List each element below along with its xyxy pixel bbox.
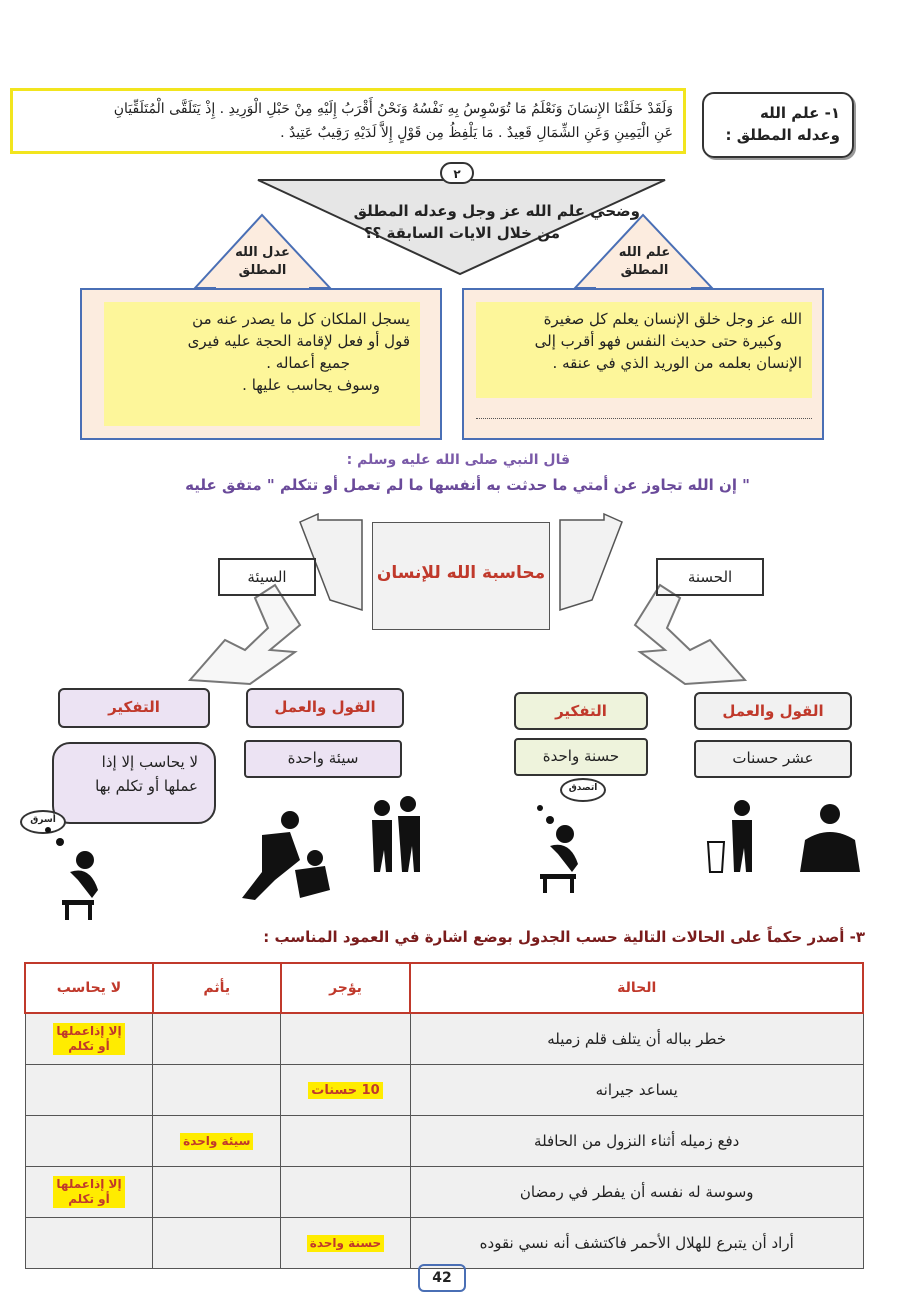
not-accountable-cell [25,1013,153,1065]
question2-line2: من خلال الايات السابقة ؟؟ [363,224,560,242]
table-header-row [25,963,863,1013]
left-panel-line4: وسوف يحاسب عليها . [242,376,380,394]
table-row [25,1218,863,1269]
reward-cell [281,1013,411,1065]
bad-thinking-value-line1: لا يحاسب إلا إذا [101,753,198,771]
left-house-title [215,244,310,280]
bad-word-label: القول والعمل [246,688,404,728]
left-panel [80,288,442,440]
left-house-title-line1: عدل الله [235,245,290,260]
not-accountable-cell [25,1218,153,1269]
left-panel-line3: جميع أعماله . [266,354,350,372]
answer-line2: أو تكلم [68,1192,110,1206]
section1-label-line2: وعدله المطلق : [725,126,840,144]
not-accountable-cell [25,1065,153,1116]
bad-deed-box: السيئة [218,558,316,596]
bad-word-value: سيئة واحدة [244,740,402,778]
table-row [25,1167,863,1218]
judgment-table [24,962,864,1269]
case-cell: خطر بباله أن يتلف قلم زميله [410,1013,863,1065]
bad-thinking-value-line2: عملها أو تكلم بها [95,777,198,795]
hadith-text: " إن الله تجاوز عن أمتي ما حدثت به أنفسها ما لم تعمل أو تتكلم " متفق عليه [185,476,750,494]
answer-line2: أو تكلم [68,1039,110,1053]
case-cell: أراد أن يتبرع للهلال الأحمر فاكتشف أنه نسي نقوده [410,1218,863,1269]
scroll-right-tail [560,514,622,610]
donating-person-icon [708,800,752,872]
donate-thought-bubble: اتصدق [560,778,606,802]
right-panel-dotted-line [476,418,812,419]
right-house-title-line1: علم الله [618,245,671,260]
good-word-label: القول والعمل [694,692,852,730]
table-row [25,1065,863,1116]
good-thinking-value: حسنة واحدة [514,738,648,776]
question2-text [310,200,640,244]
bad-thinking-label: التفكير [58,688,210,728]
left-panel-line1: يسجل الملكان كل ما يصدر عنه من [192,310,410,328]
not-accountable-cell [25,1167,153,1218]
right-panel-line3: الإنسان بعلمه من الوريد الذي في عنقه . [552,354,802,372]
question2-line1: وضحي علم الله عز وجل وعدله المطلق [353,202,640,220]
good-thinking-label: التفكير [514,692,648,730]
verse-line2: عَنِ الْيَمِينِ وَعَنِ الشِّمَالِ قَعِيدٌ . مَا يَلْفِظُ مِن قَوْلٍ إِلاَّ لَدَيْهِ رَقِيبٌ عَتِيدٌ . [280,125,673,141]
center-scroll [372,522,550,630]
answer-highlight: سيئة واحدة [180,1133,253,1150]
answer-highlight [53,1023,124,1055]
right-house-title [597,244,692,280]
table-row [25,1116,863,1167]
figures-illustration [0,780,900,920]
header-case: الحالة [410,963,863,1013]
page-number: 42 [418,1264,466,1292]
section1-label-line1: ١- علم الله [760,104,840,122]
right-panel-text [476,302,812,398]
thinking-person-good-icon [537,805,578,893]
header-not-accountable: لا يحاسب [25,963,153,1013]
right-panel [462,288,824,440]
case-cell: يساعد جيرانه [410,1065,863,1116]
center-scroll-title: محاسبة الله للإنسان [376,563,546,583]
sin-cell [153,1218,281,1269]
answer-line1: إلا إذاعملها [56,1177,122,1191]
good-deed-box: الحسنة [656,558,764,596]
answer-line1: إلا إذاعملها [56,1024,122,1038]
reading-quran-person-icon [800,804,860,872]
reward-cell [281,1218,411,1269]
arrow-bad-shape [190,585,300,684]
question3-text: ٣- أصدر حكماً على الحالات التالية حسب الجدول بوضع اشارة في العمود المناسب : [263,928,865,946]
answer-highlight [53,1176,124,1208]
left-panel-text [104,302,420,426]
table-row [25,1013,863,1065]
reward-cell [281,1167,411,1218]
sin-cell [153,1065,281,1116]
right-panel-line2: وكبيرة حتى حديث النفس فهو أقرب إلى [534,332,782,350]
hadith-title: قال النبي صلى الله عليه وسلم : [346,452,570,468]
header-reward: يؤجر [281,963,411,1013]
case-cell: دفع زميله أثناء النزول من الحافلة [410,1116,863,1167]
right-panel-line1: الله عز وجل خلق الإنسان يعلم كل صغيرة [543,310,802,328]
reward-cell [281,1116,411,1167]
whispering-people-icon [372,796,420,872]
steal-thought-bubble: أسرق [20,810,66,834]
reward-cell [281,1065,411,1116]
right-house-title-line2: المطلق [620,263,669,278]
case-cell: وسوسة له نفسه أن يفطر في رمضان [410,1167,863,1218]
header-sin: يأثم [153,963,281,1013]
left-house-title-line2: المطلق [238,263,287,278]
good-word-value: عشر حسنات [694,740,852,778]
verse-line1: وَلَقَدْ خَلَقْنَا الإِنسَانَ وَنَعْلَمُ مَا تُوَسْوِسُ بِهِ نَفْسُهُ وَنَحْنُ أَقْرَبُ إِلَيْهِ مِنْ حَبْلِ الْوَرِيدِ . إِذْ يَتَلَقَّى الْمُتَلَقِّيَانِ [113,101,673,117]
sin-cell [153,1116,281,1167]
arrow-good-shape [635,585,745,684]
question2-number: ٢ [440,162,474,184]
answer-highlight: حسنة واحدة [307,1235,384,1252]
pushing-people-icon [242,811,330,900]
sin-cell [153,1167,281,1218]
thinking-person-bad-icon [45,827,98,920]
not-accountable-cell [25,1116,153,1167]
answer-highlight: 10 حسنات [308,1082,382,1099]
left-panel-line2: قول أو فعل لإقامة الحجة عليه فيرى [187,332,410,350]
sin-cell [153,1013,281,1065]
